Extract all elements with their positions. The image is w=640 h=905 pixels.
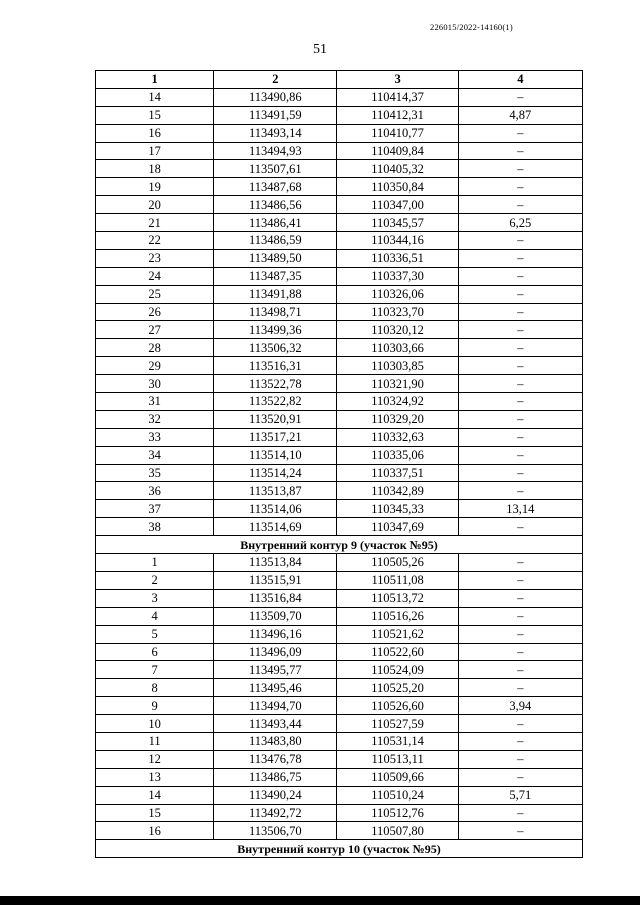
table-row xyxy=(96,124,583,142)
table-cell: 110410,77 xyxy=(337,124,458,142)
table-row xyxy=(96,571,583,589)
table-row xyxy=(96,679,583,697)
coordinates-table xyxy=(95,70,583,858)
table-cell: – xyxy=(458,393,582,411)
table-row xyxy=(96,554,583,572)
table-cell: – xyxy=(458,679,582,697)
table-cell: 9 xyxy=(96,697,214,715)
column-header: 2 xyxy=(214,71,337,89)
table-row xyxy=(96,518,583,536)
table-row xyxy=(96,249,583,267)
table-cell: 113492,72 xyxy=(214,804,337,822)
table-cell: 113495,77 xyxy=(214,661,337,679)
table-header-row xyxy=(96,71,583,89)
table-cell: 110526,60 xyxy=(337,697,458,715)
table-cell: 113522,82 xyxy=(214,393,337,411)
table-cell: – xyxy=(458,589,582,607)
table-cell: 110531,14 xyxy=(337,732,458,750)
table-cell: 113514,69 xyxy=(214,518,337,536)
table-cell: 113509,70 xyxy=(214,607,337,625)
table-cell: 113496,09 xyxy=(214,643,337,661)
table-cell: 110522,60 xyxy=(337,643,458,661)
table-cell: 32 xyxy=(96,410,214,428)
table-cell: 20 xyxy=(96,196,214,214)
table-cell: 3 xyxy=(96,589,214,607)
table-cell: 110335,06 xyxy=(337,446,458,464)
table-cell: 110347,69 xyxy=(337,518,458,536)
table-cell: – xyxy=(458,804,582,822)
table-cell: 110344,16 xyxy=(337,232,458,250)
table-row xyxy=(96,464,583,482)
table-cell: 113516,31 xyxy=(214,357,337,375)
table-cell: 38 xyxy=(96,518,214,536)
table-cell: 110326,06 xyxy=(337,285,458,303)
table-cell: 4 xyxy=(96,607,214,625)
table-cell: 113493,44 xyxy=(214,715,337,733)
section-title: Внутренний контур 9 (участок №95) xyxy=(96,536,583,554)
table-row xyxy=(96,285,583,303)
table-cell: 2 xyxy=(96,571,214,589)
table-row xyxy=(96,500,583,518)
table-cell: 113499,36 xyxy=(214,321,337,339)
table-cell: 110323,70 xyxy=(337,303,458,321)
table-cell: 113496,16 xyxy=(214,625,337,643)
table-cell: – xyxy=(458,715,582,733)
table-row xyxy=(96,196,583,214)
table-row xyxy=(96,822,583,840)
table-cell: 14 xyxy=(96,88,214,106)
table-cell: 110324,92 xyxy=(337,393,458,411)
table-cell: 35 xyxy=(96,464,214,482)
table-cell: 113498,71 xyxy=(214,303,337,321)
table-cell: 110509,66 xyxy=(337,768,458,786)
table-cell: 113486,41 xyxy=(214,214,337,232)
section-title: Внутренний контур 10 (участок №95) xyxy=(96,840,583,858)
table-cell: – xyxy=(458,410,582,428)
table-row xyxy=(96,732,583,750)
scan-edge-bar xyxy=(0,896,640,905)
page-number: 51 xyxy=(313,42,327,57)
table-row xyxy=(96,661,583,679)
table-cell: – xyxy=(458,661,582,679)
table-cell: 110505,26 xyxy=(337,554,458,572)
table-cell: 113476,78 xyxy=(214,750,337,768)
table-cell: 113506,70 xyxy=(214,822,337,840)
section-10-header xyxy=(96,840,583,858)
table-row xyxy=(96,321,583,339)
table-cell: – xyxy=(458,518,582,536)
column-header: 4 xyxy=(458,71,582,89)
table-cell: 113486,75 xyxy=(214,768,337,786)
table-cell: – xyxy=(458,285,582,303)
table-cell: 3,94 xyxy=(458,697,582,715)
table-cell: 13,14 xyxy=(458,500,582,518)
table-cell: 22 xyxy=(96,232,214,250)
table-row xyxy=(96,643,583,661)
table-cell: 110332,63 xyxy=(337,428,458,446)
table-cell: 113517,21 xyxy=(214,428,337,446)
table-row xyxy=(96,178,583,196)
table-body-part-a xyxy=(96,88,583,535)
table-cell: 110507,80 xyxy=(337,822,458,840)
table-cell: 113514,10 xyxy=(214,446,337,464)
table-row xyxy=(96,715,583,733)
table-cell: 110512,76 xyxy=(337,804,458,822)
table-cell: 16 xyxy=(96,124,214,142)
table-cell: 113490,86 xyxy=(214,88,337,106)
table-cell: 25 xyxy=(96,285,214,303)
table-cell: 28 xyxy=(96,339,214,357)
table-cell: 12 xyxy=(96,750,214,768)
table-cell: 15 xyxy=(96,804,214,822)
table-cell: 21 xyxy=(96,214,214,232)
table-row xyxy=(96,88,583,106)
table-cell: – xyxy=(458,178,582,196)
table-row xyxy=(96,589,583,607)
table-cell: 110412,31 xyxy=(337,106,458,124)
table-cell: – xyxy=(458,321,582,339)
table-cell: 13 xyxy=(96,768,214,786)
table-row xyxy=(96,625,583,643)
table-cell: 110345,57 xyxy=(337,214,458,232)
table-row xyxy=(96,786,583,804)
table-cell: 113520,91 xyxy=(214,410,337,428)
table-cell: 6,25 xyxy=(458,214,582,232)
table-cell: 110337,30 xyxy=(337,267,458,285)
table-row xyxy=(96,160,583,178)
table-row xyxy=(96,804,583,822)
table-cell: 37 xyxy=(96,500,214,518)
table-cell: 110525,20 xyxy=(337,679,458,697)
table-cell: 110336,51 xyxy=(337,249,458,267)
table-row xyxy=(96,232,583,250)
table-cell: 8 xyxy=(96,679,214,697)
table-cell: 110350,84 xyxy=(337,178,458,196)
table-cell: 113493,14 xyxy=(214,124,337,142)
table-cell: 113506,32 xyxy=(214,339,337,357)
table-cell: 5,71 xyxy=(458,786,582,804)
table-cell: – xyxy=(458,446,582,464)
table-cell: 110510,24 xyxy=(337,786,458,804)
table-cell: 14 xyxy=(96,786,214,804)
table-cell: – xyxy=(458,196,582,214)
section-row xyxy=(96,536,583,554)
table-cell: 19 xyxy=(96,178,214,196)
section-row xyxy=(96,840,583,858)
table-row xyxy=(96,428,583,446)
table-cell: 1 xyxy=(96,554,214,572)
table-cell: 113516,84 xyxy=(214,589,337,607)
table-cell: 113522,78 xyxy=(214,375,337,393)
table-cell: 110303,85 xyxy=(337,357,458,375)
table-cell: – xyxy=(458,357,582,375)
table-cell: 24 xyxy=(96,267,214,285)
table-cell: 113513,87 xyxy=(214,482,337,500)
table-cell: 11 xyxy=(96,732,214,750)
table-cell: 113494,93 xyxy=(214,142,337,160)
table-row xyxy=(96,106,583,124)
table-cell: 29 xyxy=(96,357,214,375)
table-cell: 110405,32 xyxy=(337,160,458,178)
table-cell: 113514,06 xyxy=(214,500,337,518)
table-row xyxy=(96,607,583,625)
table-row xyxy=(96,214,583,232)
table-cell: 110527,59 xyxy=(337,715,458,733)
table-cell: 113483,80 xyxy=(214,732,337,750)
table-cell: 36 xyxy=(96,482,214,500)
table-cell: – xyxy=(458,607,582,625)
table-cell: – xyxy=(458,768,582,786)
table-cell: 10 xyxy=(96,715,214,733)
table-cell: 6 xyxy=(96,643,214,661)
table-cell: 110337,51 xyxy=(337,464,458,482)
table-row xyxy=(96,142,583,160)
table-cell: – xyxy=(458,160,582,178)
table-body-part-b xyxy=(96,554,583,840)
table-cell: 31 xyxy=(96,393,214,411)
table-cell: 5 xyxy=(96,625,214,643)
table-cell: – xyxy=(458,232,582,250)
table-row xyxy=(96,410,583,428)
table-row xyxy=(96,697,583,715)
table-cell: 113514,24 xyxy=(214,464,337,482)
table-cell: 110414,37 xyxy=(337,88,458,106)
table-cell: 113487,68 xyxy=(214,178,337,196)
table-cell: – xyxy=(458,124,582,142)
table-cell: 113486,56 xyxy=(214,196,337,214)
table-cell: 110513,72 xyxy=(337,589,458,607)
table-cell: 110511,08 xyxy=(337,571,458,589)
table-cell: 110347,00 xyxy=(337,196,458,214)
table-cell: 113491,59 xyxy=(214,106,337,124)
table-cell: 110303,66 xyxy=(337,339,458,357)
table-cell: – xyxy=(458,822,582,840)
table-cell: 4,87 xyxy=(458,106,582,124)
table-cell: 113486,59 xyxy=(214,232,337,250)
table-cell: 18 xyxy=(96,160,214,178)
table-cell: 113489,50 xyxy=(214,249,337,267)
table-cell: – xyxy=(458,482,582,500)
table-cell: 23 xyxy=(96,249,214,267)
table-cell: 26 xyxy=(96,303,214,321)
table-cell: 34 xyxy=(96,446,214,464)
table-cell: – xyxy=(458,643,582,661)
table-cell: 110524,09 xyxy=(337,661,458,679)
table-cell: 110409,84 xyxy=(337,142,458,160)
column-header: 1 xyxy=(96,71,214,89)
table-cell: 110329,20 xyxy=(337,410,458,428)
document-id: 226015/2022-14160(1) xyxy=(430,22,513,32)
table-cell: – xyxy=(458,625,582,643)
column-header: 3 xyxy=(337,71,458,89)
table-cell: – xyxy=(458,732,582,750)
table-cell: 110516,26 xyxy=(337,607,458,625)
table-row xyxy=(96,750,583,768)
table-cell: 7 xyxy=(96,661,214,679)
section-9-header xyxy=(96,536,583,554)
table-cell: 113495,46 xyxy=(214,679,337,697)
table-cell: – xyxy=(458,571,582,589)
table-cell: 110521,62 xyxy=(337,625,458,643)
table-cell: – xyxy=(458,88,582,106)
table-row xyxy=(96,267,583,285)
table-cell: 33 xyxy=(96,428,214,446)
table-cell: 16 xyxy=(96,822,214,840)
table-cell: 113515,91 xyxy=(214,571,337,589)
table-row xyxy=(96,393,583,411)
table-row xyxy=(96,768,583,786)
table-row xyxy=(96,357,583,375)
table-cell: – xyxy=(458,303,582,321)
table-cell: 17 xyxy=(96,142,214,160)
table-cell: – xyxy=(458,249,582,267)
table-cell: 113513,84 xyxy=(214,554,337,572)
table-cell: 27 xyxy=(96,321,214,339)
table-cell: 113494,70 xyxy=(214,697,337,715)
table-row xyxy=(96,482,583,500)
table-cell: 110342,89 xyxy=(337,482,458,500)
table-row xyxy=(96,446,583,464)
table-cell: 110321,90 xyxy=(337,375,458,393)
table-cell: – xyxy=(458,428,582,446)
table-cell: 15 xyxy=(96,106,214,124)
table-cell: – xyxy=(458,554,582,572)
table-cell: – xyxy=(458,267,582,285)
table-cell: – xyxy=(458,750,582,768)
table-cell: 113490,24 xyxy=(214,786,337,804)
table-row xyxy=(96,303,583,321)
table-cell: 110345,33 xyxy=(337,500,458,518)
table-cell: 30 xyxy=(96,375,214,393)
table-row xyxy=(96,375,583,393)
table-cell: 110320,12 xyxy=(337,321,458,339)
table-cell: 113491,88 xyxy=(214,285,337,303)
table-cell: 110513,11 xyxy=(337,750,458,768)
table-cell: 113487,35 xyxy=(214,267,337,285)
table-cell: 113507,61 xyxy=(214,160,337,178)
table-cell: – xyxy=(458,464,582,482)
table-row xyxy=(96,339,583,357)
table-cell: – xyxy=(458,142,582,160)
table-cell: – xyxy=(458,339,582,357)
table-cell: – xyxy=(458,375,582,393)
